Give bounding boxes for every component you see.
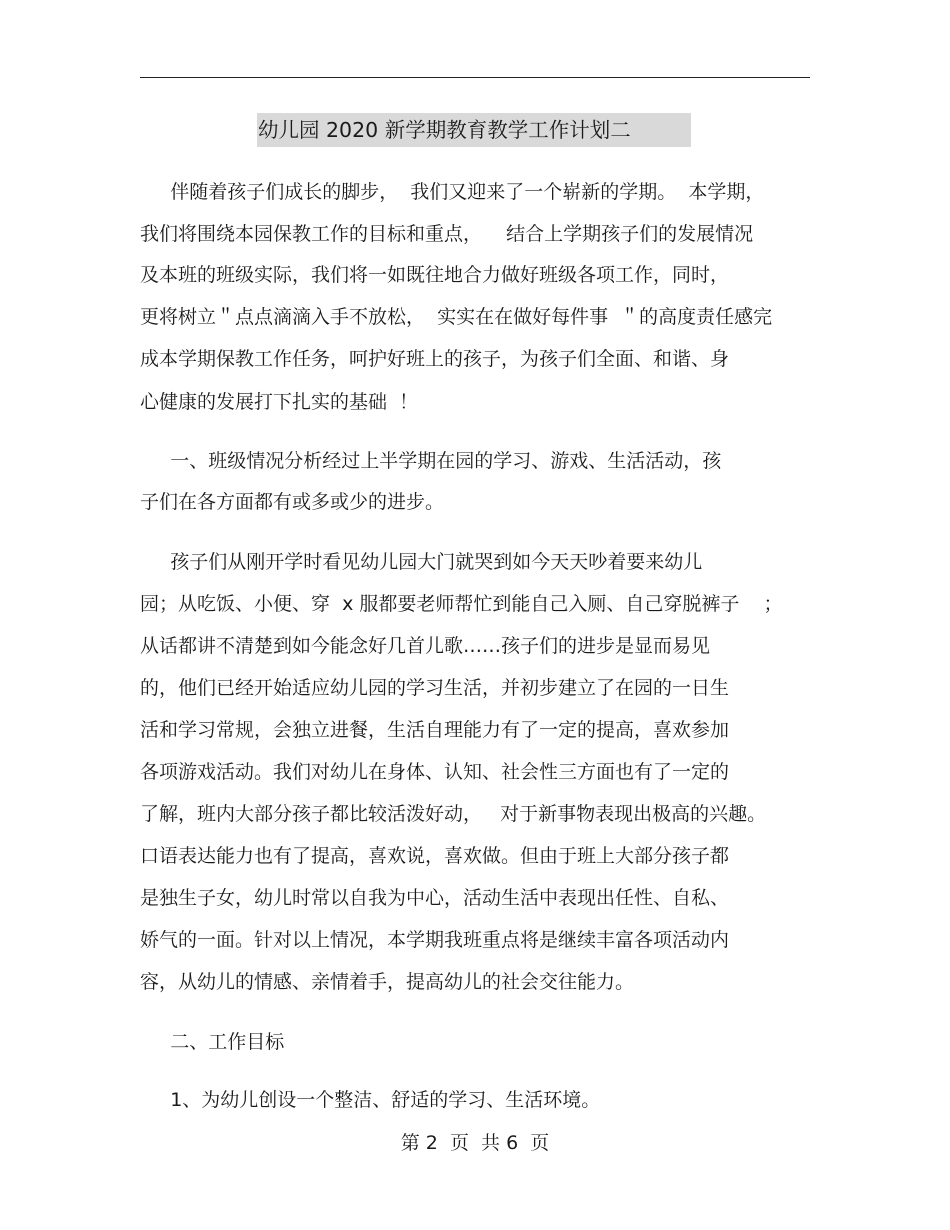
section-heading: 二、工作目标 — [140, 1031, 285, 1053]
paragraph-line: 口语表达能力也有了提高，喜欢说，喜欢做。但由于班上大部分孩子都 — [140, 845, 730, 867]
paragraph-line: 孩子们从刚开学时看见幼儿园大门就哭到如今天天吵着要来幼儿 — [140, 551, 703, 573]
paragraph-line: 是独生子女，幼儿时常以自我为中心，活动生活中表现出任性、自私、 — [140, 887, 730, 909]
paragraph-line: 成本学期保教工作任务，呵护好班上的孩子，为孩子们全面、和谐、身 — [140, 348, 730, 370]
paragraph-line: 伴随着孩子们成长的脚步， 我们又迎来了一个崭新的学期。 本学期， — [140, 181, 765, 203]
paragraph-line: 活和学习常规，会独立进餐，生活自理能力有了一定的提高，喜欢参加 — [140, 719, 730, 741]
paragraph-line: 各项游戏活动。我们对幼儿在身体、认知、社会性三方面也有了一定的 — [140, 761, 730, 783]
paragraph-line: 娇气的一面。针对以上情况，本学期我班重点将是继续丰富各项活动内 — [140, 929, 730, 951]
paragraph-line: 更将树立＂点点滴滴入手不放松， 实实在在做好每件事 ＂的高度责任感完 — [140, 306, 773, 328]
paragraph-line: 了解，班内大部分孩子都比较活泼好动， 对于新事物表现出极高的兴趣。 — [140, 803, 767, 825]
paragraph-line: 园；从吃饭、小便、穿 x 服都要老师帮忙到能自己入厕、自己穿脱裤子 ； — [140, 593, 783, 615]
paragraph-line: 一、班级情况分析经过上半学期在园的学习、游戏、生活活动，孩 — [140, 450, 722, 472]
list-item: 1、为幼儿创设一个整洁、舒适的学习、生活环境。 — [140, 1089, 601, 1111]
paragraph-line: 我们将围绕本园保教工作的目标和重点， 结合上学期孩子们的发展情况 — [140, 223, 754, 245]
document-title: 幼儿园 2020 新学期教育教学工作计划二 — [257, 113, 691, 147]
paragraph-line: 子们在各方面都有或多或少的进步。 — [140, 491, 445, 513]
paragraph-line: 的，他们已经开始适应幼儿园的学习生活，并初步建立了在园的一日生 — [140, 677, 730, 699]
paragraph-line: 从话都讲不清楚到如今能念好几首儿歌……孩子们的进步是显而易见 — [140, 635, 711, 657]
page-footer: 第 2 页 共 6 页 — [400, 1132, 550, 1154]
paragraph-line: 心健康的发展打下扎实的基础 ！ — [140, 391, 419, 413]
header-rule — [140, 77, 810, 78]
paragraph-line: 及本班的班级实际，我们将一如既往地合力做好班级各项工作，同时， — [140, 264, 730, 286]
paragraph-line: 容，从幼儿的情感、亲情着手，提高幼儿的社会交往能力。 — [140, 971, 635, 993]
